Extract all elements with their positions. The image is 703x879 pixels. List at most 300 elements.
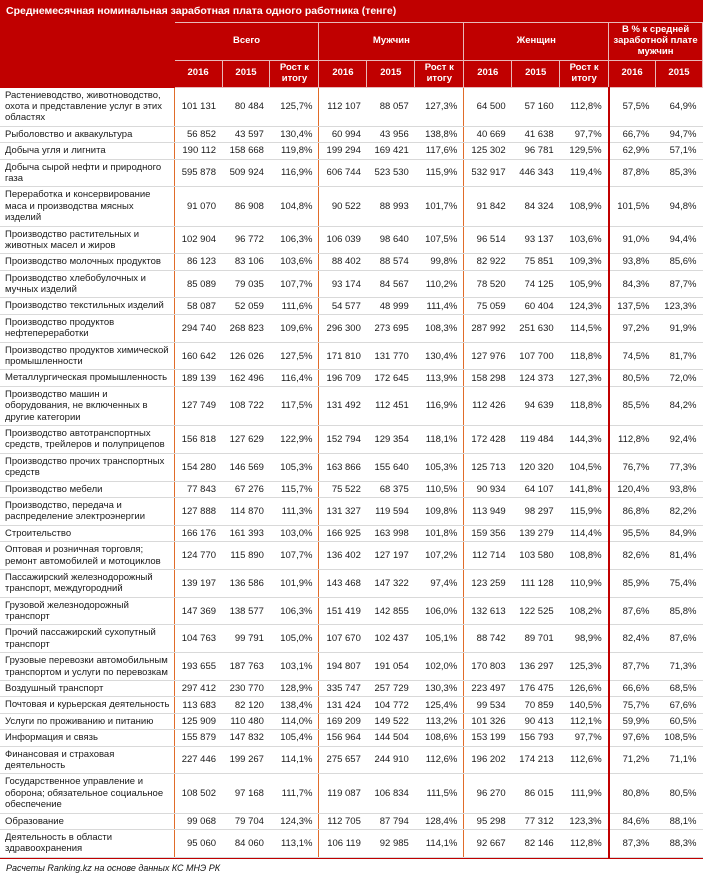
table-row: [1, 143, 703, 159]
row-cell: 110,5%: [415, 481, 464, 497]
row-cell: 127 888: [174, 497, 222, 525]
row-cell: 140,5%: [560, 697, 609, 713]
row-cell: 82 120: [222, 697, 270, 713]
row-cell: 193 655: [174, 653, 222, 681]
row-cell: 99 534: [464, 697, 512, 713]
row-cell: 57 160: [512, 87, 560, 126]
row-cell: 82 146: [512, 829, 560, 857]
table-row: [1, 730, 703, 746]
row-cell: 123 259: [464, 569, 512, 597]
row-cell: 268 823: [222, 314, 270, 342]
table-row: [1, 87, 703, 126]
row-cell: 81,4%: [656, 542, 703, 570]
row-cell: 127 976: [464, 342, 512, 370]
row-cell: 87,8%: [609, 159, 656, 187]
row-cell: 83 106: [222, 254, 270, 270]
row-cell: 56 852: [174, 126, 222, 142]
source-note: Расчеты Ranking.kz на основе данных КС МНЭ РК: [0, 858, 703, 879]
row-cell: 125 302: [464, 143, 512, 159]
table-row: [1, 681, 703, 697]
row-cell: 99 068: [174, 813, 222, 829]
row-cell: 93 137: [512, 226, 560, 254]
row-cell: 158 668: [222, 143, 270, 159]
row-cell: 112,1%: [560, 713, 609, 729]
row-cell: 187 763: [222, 653, 270, 681]
row-cell: 88,1%: [656, 813, 703, 829]
row-cell: 111,3%: [270, 497, 319, 525]
row-cell: 122,9%: [270, 425, 319, 453]
row-cell: 130,3%: [415, 681, 464, 697]
row-label: Производство молочных продуктов: [1, 254, 175, 270]
row-cell: 68 375: [367, 481, 415, 497]
row-cell: 84,6%: [609, 813, 656, 829]
row-cell: 117,6%: [415, 143, 464, 159]
row-cell: 109,6%: [270, 314, 319, 342]
row-cell: 106 834: [367, 774, 415, 813]
row-label: Финансовая и страховая деятельность: [1, 746, 175, 774]
row-cell: 137,5%: [609, 298, 656, 314]
header-group-percent-of-men: В % к средней заработной плате мужчин: [609, 23, 703, 61]
header-pct-2015: 2015: [656, 60, 703, 87]
row-cell: 124 770: [174, 542, 222, 570]
row-cell: 156 818: [174, 425, 222, 453]
row-cell: 119 594: [367, 497, 415, 525]
row-cell: 126 026: [222, 342, 270, 370]
row-cell: 104,8%: [270, 187, 319, 226]
row-cell: 112,6%: [415, 746, 464, 774]
row-cell: 88 574: [367, 254, 415, 270]
row-cell: 105,3%: [270, 453, 319, 481]
row-cell: 74 125: [512, 270, 560, 298]
row-cell: 101 326: [464, 713, 512, 729]
row-cell: 91,9%: [656, 314, 703, 342]
row-cell: 106,3%: [270, 597, 319, 625]
row-cell: 275 657: [319, 746, 367, 774]
row-cell: 227 446: [174, 746, 222, 774]
row-cell: 130,4%: [270, 126, 319, 142]
row-cell: 78 520: [464, 270, 512, 298]
row-cell: 139 197: [174, 569, 222, 597]
row-cell: 163 998: [367, 525, 415, 541]
row-cell: 97,2%: [609, 314, 656, 342]
row-cell: 87,3%: [609, 829, 656, 857]
row-label: Добыча угля и лигнита: [1, 143, 175, 159]
row-cell: 48 999: [367, 298, 415, 314]
row-cell: 99 791: [222, 625, 270, 653]
row-cell: 174 213: [512, 746, 560, 774]
row-cell: 126,6%: [560, 681, 609, 697]
row-cell: 104 763: [174, 625, 222, 653]
row-cell: 101,8%: [415, 525, 464, 541]
row-cell: 115 890: [222, 542, 270, 570]
row-cell: 85 089: [174, 270, 222, 298]
header-pct-2016: 2016: [609, 60, 656, 87]
table-row: [1, 713, 703, 729]
row-cell: 88 402: [319, 254, 367, 270]
row-cell: 114,4%: [560, 525, 609, 541]
row-cell: 294 740: [174, 314, 222, 342]
row-cell: 94,7%: [656, 126, 703, 142]
row-cell: 68,5%: [656, 681, 703, 697]
header-women-growth: Рост к итогу: [560, 60, 609, 87]
row-cell: 151 419: [319, 597, 367, 625]
row-cell: 296 300: [319, 314, 367, 342]
row-cell: 111,9%: [560, 774, 609, 813]
row-cell: 273 695: [367, 314, 415, 342]
row-cell: 119 484: [512, 425, 560, 453]
row-cell: 139 279: [512, 525, 560, 541]
row-cell: 101,7%: [415, 187, 464, 226]
row-cell: 40 669: [464, 126, 512, 142]
row-label: Производство продуктов химической промышленности: [1, 342, 175, 370]
row-cell: 147 369: [174, 597, 222, 625]
table-row: [1, 625, 703, 653]
row-cell: 96 514: [464, 226, 512, 254]
row-cell: 82,4%: [609, 625, 656, 653]
row-label: Производство хлебобулочных и мучных изделий: [1, 270, 175, 298]
row-cell: 107,7%: [270, 270, 319, 298]
table-row: [1, 270, 703, 298]
row-cell: 66,7%: [609, 126, 656, 142]
row-cell: 446 343: [512, 159, 560, 187]
row-cell: 122 525: [512, 597, 560, 625]
row-cell: 115,7%: [270, 481, 319, 497]
row-cell: 111,4%: [415, 298, 464, 314]
row-cell: 129,5%: [560, 143, 609, 159]
row-cell: 129 354: [367, 425, 415, 453]
row-cell: 80 484: [222, 87, 270, 126]
row-cell: 112,8%: [560, 829, 609, 857]
row-label: Воздушный транспорт: [1, 681, 175, 697]
table-header-groups: [1, 23, 703, 61]
row-cell: 106 039: [319, 226, 367, 254]
header-total-growth: Рост к итогу: [270, 60, 319, 87]
table-row: [1, 542, 703, 570]
row-cell: 112,8%: [560, 87, 609, 126]
row-cell: 115,9%: [560, 497, 609, 525]
row-cell: 85,8%: [656, 597, 703, 625]
row-label: Добыча сырой нефти и природного газа: [1, 159, 175, 187]
row-cell: 162 496: [222, 370, 270, 386]
row-cell: 101,9%: [270, 569, 319, 597]
row-cell: 67 276: [222, 481, 270, 497]
table-row: [1, 342, 703, 370]
row-label: Пассажирский железнодорожный транспорт, междугородний: [1, 569, 175, 597]
row-cell: 111 128: [512, 569, 560, 597]
row-cell: 103,6%: [560, 226, 609, 254]
row-cell: 96 270: [464, 774, 512, 813]
row-cell: 149 522: [367, 713, 415, 729]
row-cell: 160 642: [174, 342, 222, 370]
row-cell: 92 667: [464, 829, 512, 857]
row-cell: 125 909: [174, 713, 222, 729]
row-label: Производство текстильных изделий: [1, 298, 175, 314]
header-group-women: Женщин: [464, 23, 609, 61]
row-cell: 113,9%: [415, 370, 464, 386]
row-cell: 138,8%: [415, 126, 464, 142]
row-cell: 119 087: [319, 774, 367, 813]
row-cell: 190 112: [174, 143, 222, 159]
row-label: Металлургическая промышленность: [1, 370, 175, 386]
row-cell: 84,2%: [656, 386, 703, 425]
row-cell: 91 070: [174, 187, 222, 226]
row-cell: 93 174: [319, 270, 367, 298]
row-cell: 109,8%: [415, 497, 464, 525]
row-cell: 84 060: [222, 829, 270, 857]
row-cell: 84 324: [512, 187, 560, 226]
table-row: [1, 254, 703, 270]
table-row: [1, 298, 703, 314]
row-cell: 127 749: [174, 386, 222, 425]
row-cell: 606 744: [319, 159, 367, 187]
row-cell: 119,4%: [560, 159, 609, 187]
row-cell: 131 492: [319, 386, 367, 425]
row-label: Грузовой железнодорожный транспорт: [1, 597, 175, 625]
row-cell: 66,6%: [609, 681, 656, 697]
row-cell: 108,5%: [656, 730, 703, 746]
row-cell: 98 640: [367, 226, 415, 254]
row-cell: 43 956: [367, 126, 415, 142]
row-cell: 87,6%: [609, 597, 656, 625]
row-cell: 251 630: [512, 314, 560, 342]
row-cell: 97,4%: [415, 569, 464, 597]
row-cell: 110,9%: [560, 569, 609, 597]
row-cell: 87,7%: [609, 653, 656, 681]
row-cell: 125,7%: [270, 87, 319, 126]
row-cell: 93,8%: [609, 254, 656, 270]
row-cell: 143 468: [319, 569, 367, 597]
row-cell: 97,6%: [609, 730, 656, 746]
row-cell: 194 807: [319, 653, 367, 681]
row-cell: 93,8%: [656, 481, 703, 497]
row-cell: 112 451: [367, 386, 415, 425]
row-cell: 176 475: [512, 681, 560, 697]
row-cell: 88 742: [464, 625, 512, 653]
row-cell: 118,8%: [560, 386, 609, 425]
header-total-2015: 2015: [222, 60, 270, 87]
row-cell: 156 793: [512, 730, 560, 746]
row-cell: 90 934: [464, 481, 512, 497]
row-cell: 107 670: [319, 625, 367, 653]
row-cell: 59,9%: [609, 713, 656, 729]
row-label: Производство мебели: [1, 481, 175, 497]
row-cell: 110 480: [222, 713, 270, 729]
row-cell: 75,4%: [656, 569, 703, 597]
row-cell: 102,0%: [415, 653, 464, 681]
row-cell: 106,0%: [415, 597, 464, 625]
row-cell: 97,7%: [560, 126, 609, 142]
row-cell: 84,3%: [609, 270, 656, 298]
row-cell: 169 421: [367, 143, 415, 159]
row-cell: 128,9%: [270, 681, 319, 697]
row-cell: 144 504: [367, 730, 415, 746]
row-cell: 77 312: [512, 813, 560, 829]
row-cell: 523 530: [367, 159, 415, 187]
table-row: [1, 159, 703, 187]
row-cell: 94 639: [512, 386, 560, 425]
row-cell: 509 924: [222, 159, 270, 187]
row-cell: 54 577: [319, 298, 367, 314]
table-row: [1, 569, 703, 597]
table-row: [1, 813, 703, 829]
row-cell: 107 700: [512, 342, 560, 370]
row-cell: 109,3%: [560, 254, 609, 270]
row-label: Услуги по проживанию и питанию: [1, 713, 175, 729]
row-cell: 57,1%: [656, 143, 703, 159]
row-cell: 103 580: [512, 542, 560, 570]
row-cell: 105,0%: [270, 625, 319, 653]
row-cell: 257 729: [367, 681, 415, 697]
row-label: Информация и связь: [1, 730, 175, 746]
row-cell: 97,7%: [560, 730, 609, 746]
row-cell: 105,1%: [415, 625, 464, 653]
row-cell: 156 964: [319, 730, 367, 746]
row-cell: 108,8%: [560, 542, 609, 570]
row-cell: 116,4%: [270, 370, 319, 386]
row-cell: 94,8%: [656, 187, 703, 226]
row-cell: 146 569: [222, 453, 270, 481]
header-group-blank: [1, 23, 175, 88]
row-cell: 112,6%: [560, 746, 609, 774]
row-cell: 108 722: [222, 386, 270, 425]
row-cell: 60 404: [512, 298, 560, 314]
table-row: [1, 386, 703, 425]
row-cell: 117,5%: [270, 386, 319, 425]
row-cell: 104,5%: [560, 453, 609, 481]
table-row: [1, 481, 703, 497]
row-cell: 81,7%: [656, 342, 703, 370]
table-row: [1, 774, 703, 813]
row-cell: 64 107: [512, 481, 560, 497]
row-cell: 111,7%: [270, 774, 319, 813]
row-cell: 102 904: [174, 226, 222, 254]
table-row: [1, 829, 703, 857]
row-label: Переработка и консервирование маса и производства мясных изделий: [1, 187, 175, 226]
row-cell: 70 859: [512, 697, 560, 713]
header-men-growth: Рост к итогу: [415, 60, 464, 87]
row-cell: 169 209: [319, 713, 367, 729]
row-cell: 80,5%: [609, 370, 656, 386]
row-cell: 166 925: [319, 525, 367, 541]
row-cell: 127 197: [367, 542, 415, 570]
row-cell: 112 107: [319, 87, 367, 126]
table-row: [1, 697, 703, 713]
row-cell: 107,2%: [415, 542, 464, 570]
row-cell: 138,4%: [270, 697, 319, 713]
row-cell: 141,8%: [560, 481, 609, 497]
row-cell: 99,8%: [415, 254, 464, 270]
row-cell: 127,3%: [415, 87, 464, 126]
row-cell: 105,3%: [415, 453, 464, 481]
row-cell: 90 413: [512, 713, 560, 729]
row-cell: 89 701: [512, 625, 560, 653]
row-cell: 114 870: [222, 497, 270, 525]
row-cell: 144,3%: [560, 425, 609, 453]
row-cell: 136 297: [512, 653, 560, 681]
row-cell: 92,4%: [656, 425, 703, 453]
row-cell: 107,5%: [415, 226, 464, 254]
row-cell: 94,4%: [656, 226, 703, 254]
row-cell: 191 054: [367, 653, 415, 681]
row-cell: 125,3%: [560, 653, 609, 681]
row-cell: 87,7%: [656, 270, 703, 298]
row-cell: 114,5%: [560, 314, 609, 342]
table-row: [1, 497, 703, 525]
row-cell: 91,0%: [609, 226, 656, 254]
row-cell: 108,2%: [560, 597, 609, 625]
row-cell: 87 794: [367, 813, 415, 829]
row-label: Рыболовство и аквакультура: [1, 126, 175, 142]
row-cell: 106 119: [319, 829, 367, 857]
row-cell: 98 297: [512, 497, 560, 525]
row-cell: 114,1%: [270, 746, 319, 774]
row-cell: 85,9%: [609, 569, 656, 597]
row-cell: 90 522: [319, 187, 367, 226]
row-label: Образование: [1, 813, 175, 829]
row-cell: 124 373: [512, 370, 560, 386]
row-cell: 152 794: [319, 425, 367, 453]
row-cell: 158 298: [464, 370, 512, 386]
row-cell: 57,5%: [609, 87, 656, 126]
row-cell: 79 035: [222, 270, 270, 298]
row-cell: 62,9%: [609, 143, 656, 159]
row-cell: 41 638: [512, 126, 560, 142]
row-cell: 103,6%: [270, 254, 319, 270]
row-cell: 79 704: [222, 813, 270, 829]
table-row: [1, 453, 703, 481]
row-cell: 105,4%: [270, 730, 319, 746]
row-cell: 82 922: [464, 254, 512, 270]
row-cell: 84 567: [367, 270, 415, 298]
row-cell: 67,6%: [656, 697, 703, 713]
row-cell: 112,8%: [609, 425, 656, 453]
row-cell: 120,4%: [609, 481, 656, 497]
row-cell: 85,3%: [656, 159, 703, 187]
row-cell: 75 522: [319, 481, 367, 497]
row-cell: 196 709: [319, 370, 367, 386]
row-cell: 124,3%: [560, 298, 609, 314]
row-label: Прочий пассажирский сухопутный транспорт: [1, 625, 175, 653]
row-cell: 92 985: [367, 829, 415, 857]
row-cell: 131 327: [319, 497, 367, 525]
row-cell: 75 851: [512, 254, 560, 270]
row-cell: 88 057: [367, 87, 415, 126]
row-cell: 95 060: [174, 829, 222, 857]
row-cell: 244 910: [367, 746, 415, 774]
row-cell: 102 437: [367, 625, 415, 653]
header-group-total: Всего: [174, 23, 319, 61]
row-cell: 91 842: [464, 187, 512, 226]
row-cell: 80,8%: [609, 774, 656, 813]
row-cell: 114,0%: [270, 713, 319, 729]
row-cell: 199 267: [222, 746, 270, 774]
row-cell: 86 123: [174, 254, 222, 270]
row-cell: 153 199: [464, 730, 512, 746]
row-cell: 196 202: [464, 746, 512, 774]
row-cell: 60 994: [319, 126, 367, 142]
row-cell: 155 879: [174, 730, 222, 746]
row-cell: 112 705: [319, 813, 367, 829]
row-cell: 43 597: [222, 126, 270, 142]
row-cell: 116,9%: [270, 159, 319, 187]
row-cell: 335 747: [319, 681, 367, 697]
row-cell: 105,9%: [560, 270, 609, 298]
row-cell: 116,9%: [415, 386, 464, 425]
row-cell: 64,9%: [656, 87, 703, 126]
row-cell: 127,5%: [270, 342, 319, 370]
row-cell: 154 280: [174, 453, 222, 481]
row-cell: 161 393: [222, 525, 270, 541]
